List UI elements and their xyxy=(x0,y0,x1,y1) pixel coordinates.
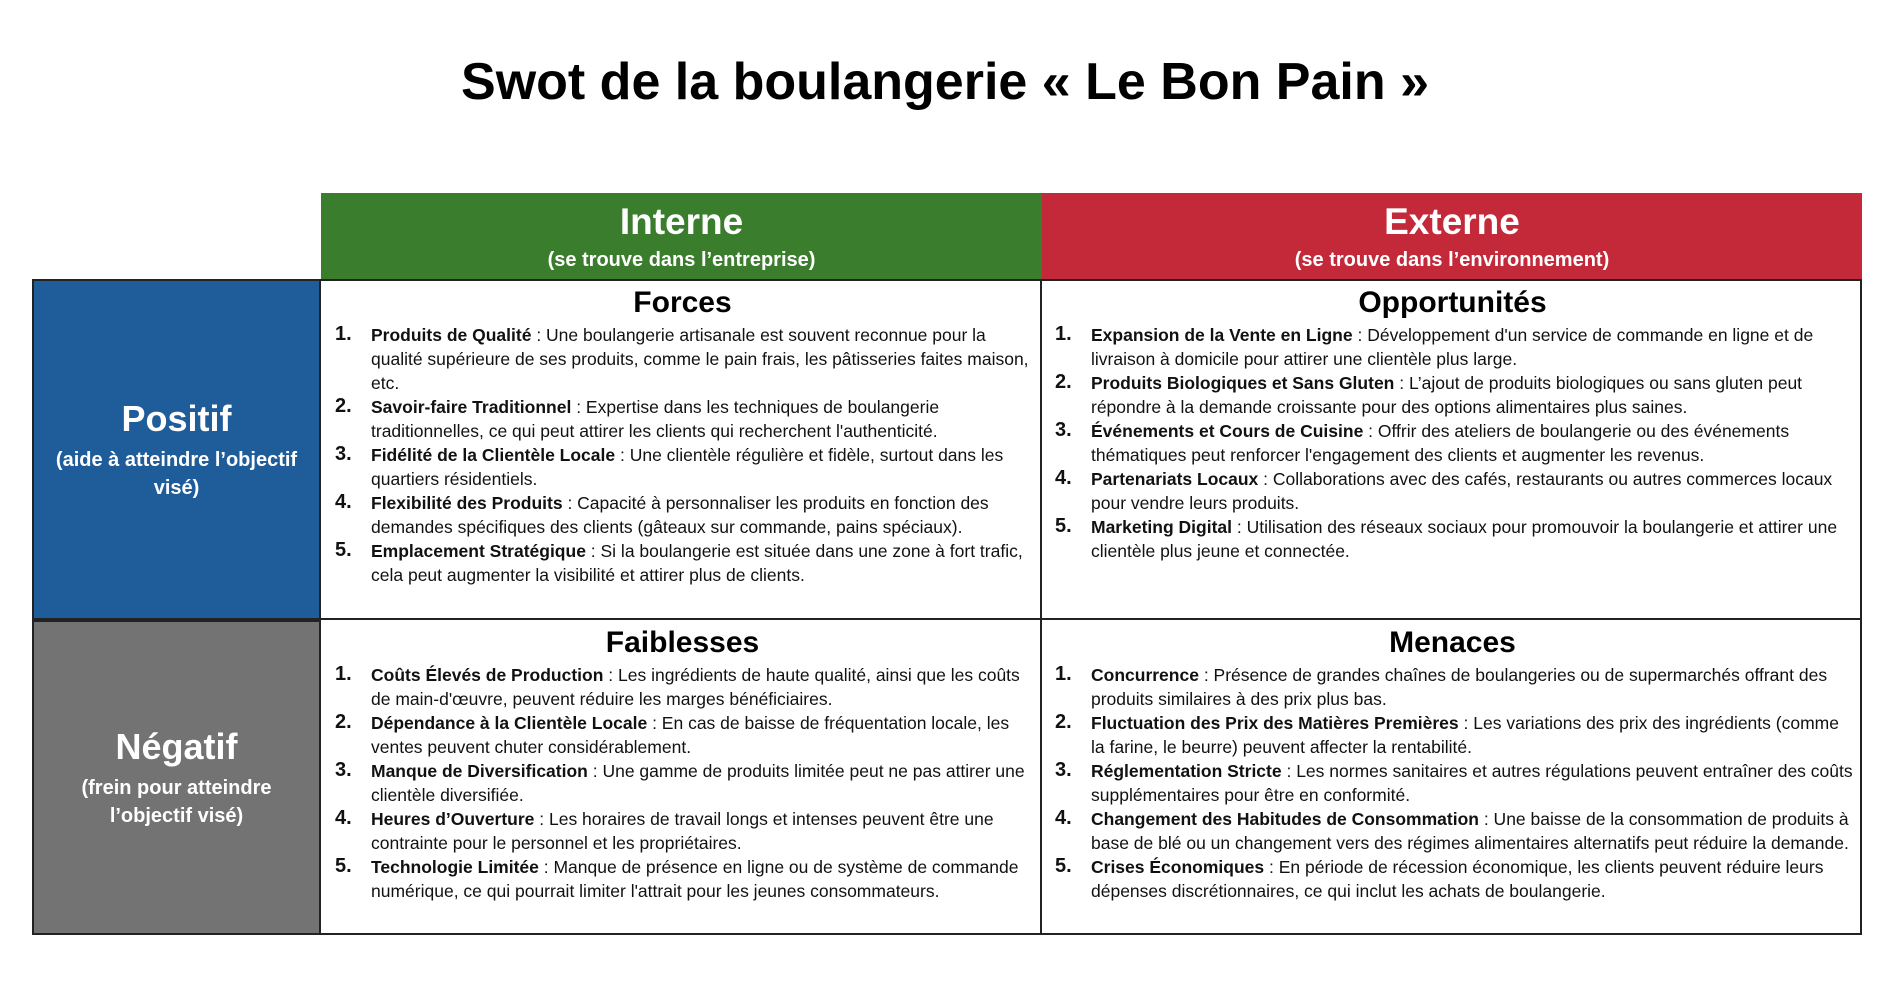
menaces-list xyxy=(1050,663,1855,903)
list-item xyxy=(1050,807,1855,855)
column-label-externe: Externe xyxy=(1384,201,1520,242)
item-heading: Partenariats Locaux xyxy=(1091,469,1259,489)
list-item xyxy=(330,323,1035,395)
opportunites-list xyxy=(1050,323,1855,563)
item-number: 3. xyxy=(1055,759,1072,781)
column-header-interne xyxy=(321,193,1042,279)
item-number: 1. xyxy=(335,323,352,345)
list-item xyxy=(1050,515,1855,563)
item-heading: Événements et Cours de Cuisine xyxy=(1091,421,1364,441)
item-heading: Concurrence xyxy=(1091,665,1199,685)
item-number: 3. xyxy=(1055,419,1072,441)
item-heading: Réglementation Stricte xyxy=(1091,761,1282,781)
item-description: : Les normes sanitaires et autres régulations peuvent entraîner des coûts supplémentaires pour être en conformité. xyxy=(1091,761,1853,805)
item-description: : Présence de grandes chaînes de boulangeries ou de supermarchés offrant des produits similaires à des prix plus bas. xyxy=(1091,665,1828,709)
faiblesses-list xyxy=(330,663,1035,903)
forces-list xyxy=(330,323,1035,587)
item-description: : En période de récession économique, les clients peuvent réduire leurs dépenses discrétionnaires, ce qui inclut les achats de boulangerie. xyxy=(1091,857,1824,901)
item-heading: Fidélité de la Clientèle Locale xyxy=(371,445,616,465)
item-heading: Fluctuation des Prix des Matières Premières xyxy=(1091,713,1459,733)
item-description: : Les ingrédients de haute qualité, ainsi que les coûts de main-d'œuvre, peuvent réduire les marges bénéficiaires. xyxy=(371,665,1020,709)
column-sublabel-interne: (se trouve dans l’entreprise) xyxy=(547,249,816,271)
item-description: : Une boulangerie artisanale est souvent reconnue pour la qualité supérieure de ses produits, comme le pain frais, les pâtisseries faites maison, etc. xyxy=(371,325,1029,393)
list-item xyxy=(1050,467,1855,515)
row-label-negatif: Négatif xyxy=(115,725,238,767)
row-sublabel-negatif: (frein pour atteindre l’objectif visé) xyxy=(81,776,272,827)
column-label-interne: Interne xyxy=(619,201,744,242)
item-number: 2. xyxy=(1055,371,1072,393)
list-item xyxy=(330,663,1035,711)
quadrant-title-menaces: Menaces xyxy=(1389,626,1516,659)
item-heading: Crises Économiques xyxy=(1091,857,1265,877)
item-number: 4. xyxy=(1055,467,1072,489)
list-item xyxy=(1050,323,1855,371)
item-description: : Utilisation des réseaux sociaux pour promouvoir la boulangerie et attirer une clientèle plus jeune et connectée. xyxy=(1091,517,1838,561)
item-heading: Changement des Habitudes de Consommation xyxy=(1091,809,1479,829)
item-heading: Expansion de la Vente en Ligne xyxy=(1091,325,1353,345)
quadrant-opportunites xyxy=(1050,283,1855,563)
item-number: 4. xyxy=(1055,807,1072,829)
item-number: 4. xyxy=(335,807,352,829)
list-item xyxy=(330,759,1035,807)
grid-divider-vertical xyxy=(1040,279,1042,935)
item-description: : Offrir des ateliers de boulangerie ou des événements thématiques peut renforcer l'engagement des clients et augmenter les revenus. xyxy=(1091,421,1790,465)
list-item xyxy=(1050,663,1855,711)
item-number: 1. xyxy=(1055,663,1072,685)
row-sublabel-positif: (aide à atteindre l’objectif visé) xyxy=(55,448,298,499)
item-heading: Flexibilité des Produits xyxy=(371,493,563,513)
item-number: 2. xyxy=(335,395,352,417)
item-heading: Savoir-faire Traditionnel xyxy=(371,397,572,417)
item-number: 3. xyxy=(335,443,352,465)
item-heading: Emplacement Stratégique xyxy=(371,541,586,561)
item-number: 5. xyxy=(335,855,352,877)
item-heading: Manque de Diversification xyxy=(371,761,588,781)
list-item xyxy=(330,711,1035,759)
item-number: 3. xyxy=(335,759,352,781)
item-heading: Marketing Digital xyxy=(1091,517,1232,537)
item-number: 2. xyxy=(1055,711,1072,733)
item-description: : Une clientèle régulière et fidèle, surtout dans les quartiers résidentiels. xyxy=(371,445,1004,489)
item-description: : Capacité à personnaliser les produits en fonction des demandes spécifiques des clients (gâteaux sur commande, pains spéciaux). xyxy=(371,493,989,537)
list-item xyxy=(1050,371,1855,419)
item-description: : Les variations des prix des ingrédients (comme la farine, le beurre) peuvent affecter la rentabilité. xyxy=(1091,713,1839,757)
quadrant-title-opportunites: Opportunités xyxy=(1358,286,1547,319)
list-item xyxy=(330,443,1035,491)
item-heading: Produits de Qualité xyxy=(371,325,532,345)
item-number: 1. xyxy=(1055,323,1072,345)
quadrant-menaces xyxy=(1050,623,1855,903)
item-heading: Technologie Limitée xyxy=(371,857,539,877)
list-item xyxy=(1050,419,1855,467)
row-label-positif: Positif xyxy=(121,397,232,439)
item-description: : Expertise dans les techniques de boulangerie traditionnelles, ce qui peut attirer les clients qui recherchent l'authenticité. xyxy=(371,397,940,441)
column-header-externe xyxy=(1042,193,1862,279)
quadrant-title-forces: Forces xyxy=(633,286,732,319)
item-description: : Une gamme de produits limitée peut ne pas attirer une clientèle diversifiée. xyxy=(371,761,1025,805)
item-description: : Collaborations avec des cafés, restaurants ou autres commerces locaux pour vendre leurs produits. xyxy=(1091,469,1833,513)
quadrant-forces xyxy=(330,283,1035,587)
item-description: : Si la boulangerie est située dans une zone à fort trafic, cela peut augmenter la visibilité et attirer plus de clients. xyxy=(371,541,1023,585)
list-item xyxy=(330,491,1035,539)
item-heading: Dépendance à la Clientèle Locale xyxy=(371,713,648,733)
grid-divider-horizontal xyxy=(321,618,1862,620)
list-item xyxy=(330,395,1035,443)
page-title: Swot de la boulangerie « Le Bon Pain » xyxy=(461,53,1429,111)
list-item xyxy=(1050,711,1855,759)
item-number: 5. xyxy=(1055,855,1072,877)
list-item xyxy=(330,539,1035,587)
grid-divider-left xyxy=(319,279,321,935)
list-item xyxy=(330,855,1035,903)
item-number: 5. xyxy=(1055,515,1072,537)
item-number: 4. xyxy=(335,491,352,513)
column-sublabel-externe: (se trouve dans l’environnement) xyxy=(1294,249,1610,271)
list-item xyxy=(330,807,1035,855)
item-description: : En cas de baisse de fréquentation locale, les ventes peuvent chuter considérablement. xyxy=(371,713,1010,757)
item-description: : Une baisse de la consommation de produits à base de blé ou un changement vers des régimes alimentaires alternatifs peut réduire la demande. xyxy=(1091,809,1849,853)
item-number: 5. xyxy=(335,539,352,561)
item-description: : Les horaires de travail longs et intenses peuvent être une contrainte pour le personnel et les propriétaires. xyxy=(371,809,994,853)
item-number: 2. xyxy=(335,711,352,733)
item-description: : Développement d'un service de commande en ligne et de livraison à domicile pour attirer une clientèle plus large. xyxy=(1091,325,1814,369)
item-description: : L’ajout de produits biologiques ou sans gluten peut répondre à la demande croissante pour des options alimentaires plus saines. xyxy=(1091,373,1803,417)
row-header-positif xyxy=(32,279,321,620)
item-number: 1. xyxy=(335,663,352,685)
row-header-negatif xyxy=(32,620,321,935)
item-description: : Manque de présence en ligne ou de système de commande numérique, ce qui pourrait limiter l'attrait pour les jeunes consommateurs. xyxy=(371,857,1019,901)
item-heading: Coûts Élevés de Production xyxy=(371,665,604,685)
quadrant-faiblesses xyxy=(330,623,1035,903)
list-item xyxy=(1050,855,1855,903)
item-heading: Produits Biologiques et Sans Gluten xyxy=(1091,373,1395,393)
item-heading: Heures d’Ouverture xyxy=(371,809,535,829)
quadrant-title-faiblesses: Faiblesses xyxy=(605,626,760,659)
list-item xyxy=(1050,759,1855,807)
